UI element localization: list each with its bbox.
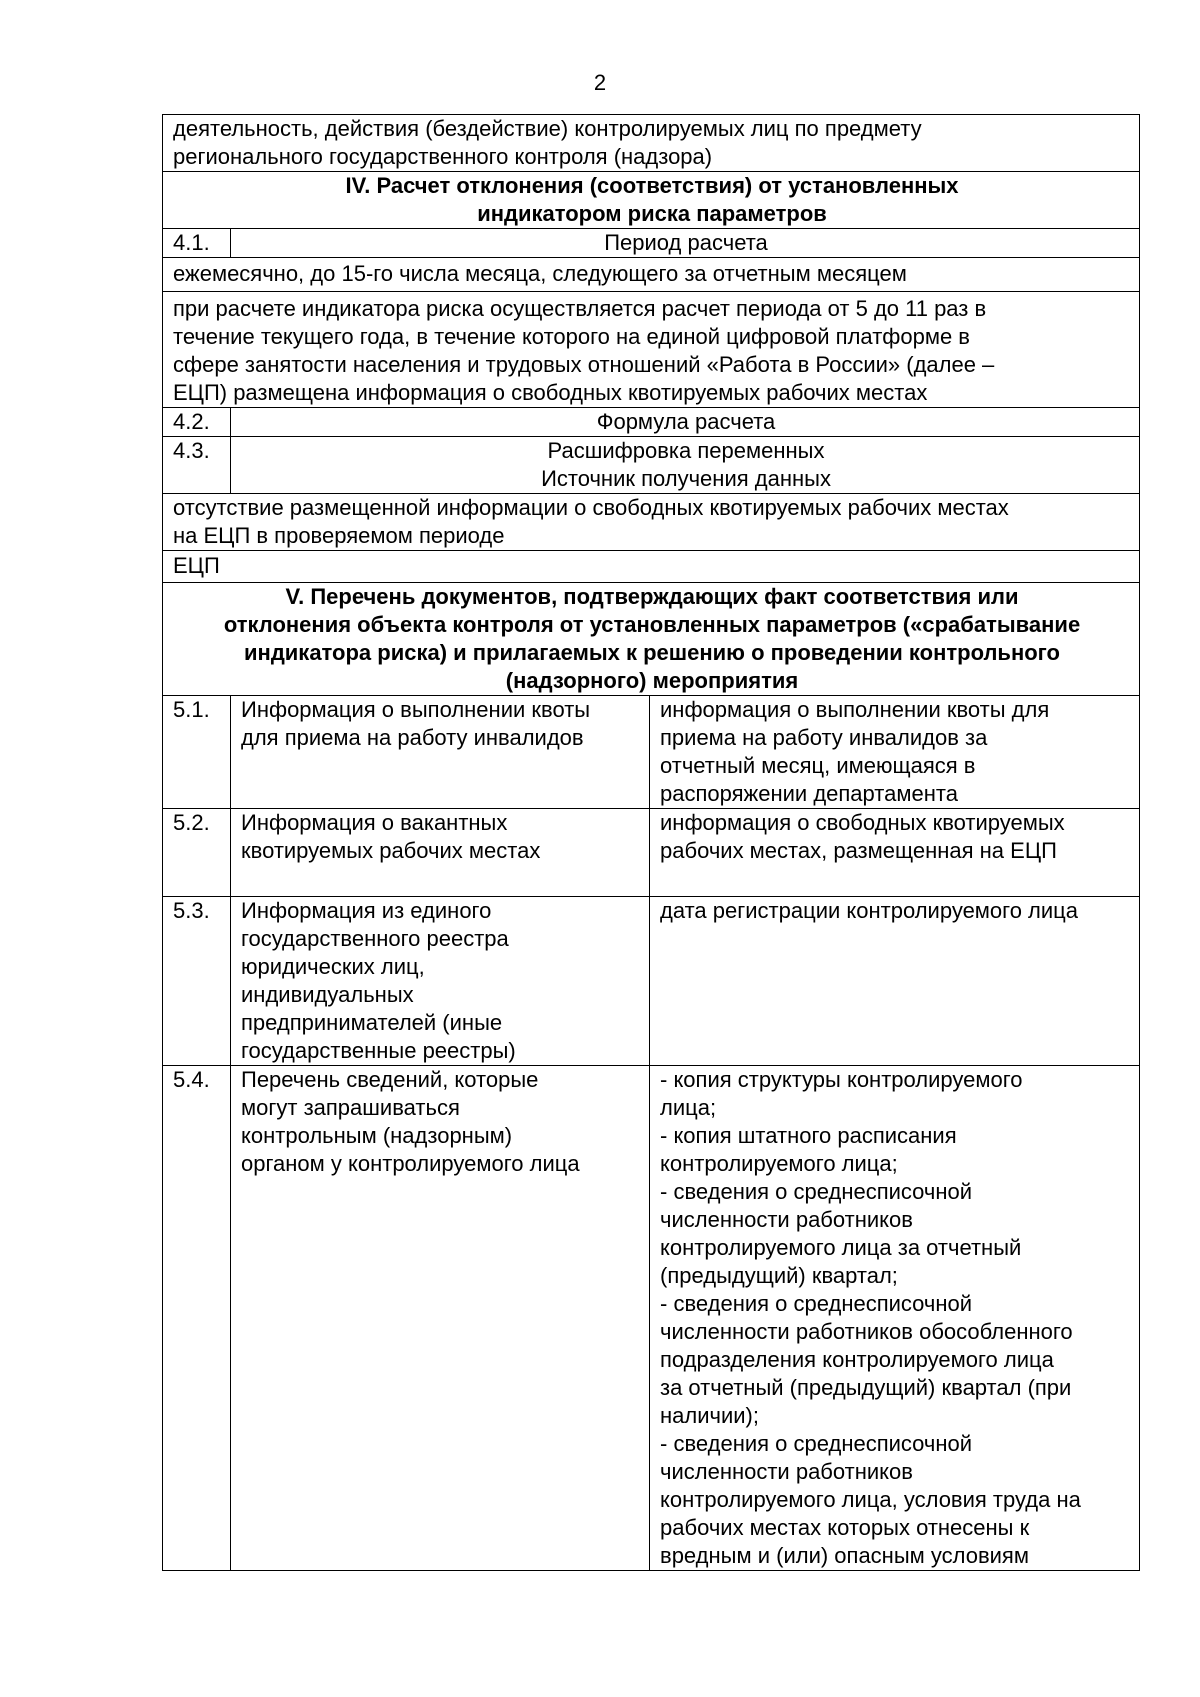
text-line: приема на работу инвалидов за xyxy=(660,725,988,750)
source-value: ЕЦП xyxy=(163,551,1140,583)
text-line: информация о свободных квотируемых xyxy=(660,810,1065,835)
heading-line: индикатора риска) и прилагаемых к решению о проведении контрольного xyxy=(244,640,1060,665)
text-line: Информация о выполнении квоты xyxy=(241,697,591,722)
text-line: Источник получения данных xyxy=(541,466,831,491)
variables-value xyxy=(163,494,1140,551)
row-4-1 xyxy=(163,229,1140,258)
text-line: на ЕЦП в проверяемом периоде xyxy=(173,523,505,548)
heading-line: (надзорного) мероприятия xyxy=(505,668,799,693)
risk-indicator-table xyxy=(162,114,1140,1571)
row-5-1 xyxy=(163,696,1140,809)
heading-line: индикатором риска параметров xyxy=(477,201,827,226)
row-4-3-value xyxy=(163,494,1140,551)
row-4-1-note xyxy=(163,292,1140,408)
intro-row xyxy=(163,115,1140,172)
row-number: 4.2. xyxy=(163,408,231,437)
text-line: предпринимателей (иные xyxy=(241,1010,503,1035)
text-line: - сведения о среднесписочной xyxy=(660,1431,973,1456)
page-number: 2 xyxy=(593,70,607,95)
row-5-2 xyxy=(163,809,1140,897)
text-line: распоряжении департамента xyxy=(660,781,958,806)
row-number: 5.3. xyxy=(163,897,231,1066)
text-line: дата регистрации контролируемого лица xyxy=(660,898,1079,923)
text-line: юридических лиц, xyxy=(241,954,425,979)
text-line: контролируемого лица, условия труда на xyxy=(660,1487,1081,1512)
text-line: рабочих местах которых отнесены к xyxy=(660,1515,1030,1540)
row-number: 4.1. xyxy=(163,229,231,258)
text-line: государственного реестра xyxy=(241,926,509,951)
text-line: отчетный месяц, имеющаяся в xyxy=(660,753,976,778)
row-4-1-value xyxy=(163,258,1140,292)
row-number: 5.2. xyxy=(163,809,231,897)
row-label: Период расчета xyxy=(231,229,1140,258)
document-detail xyxy=(650,1066,1140,1571)
document-name xyxy=(231,696,650,809)
document-name xyxy=(231,1066,650,1571)
row-label xyxy=(231,437,1140,494)
text-line: Информация о вакантных xyxy=(241,810,508,835)
section5-title-row xyxy=(163,583,1140,696)
text-line: Информация из единого xyxy=(241,898,492,923)
section4-title-row xyxy=(163,172,1140,229)
text-line: численности работников xyxy=(660,1207,913,1232)
text-line: регионального государственного контроля (надзора) xyxy=(173,144,713,169)
text-line: при расчете индикатора риска осуществляется расчет периода от 5 до 11 раз в xyxy=(173,296,987,321)
text-line: сфере занятости населения и трудовых отношений «Работа в России» (далее – xyxy=(173,352,995,377)
heading-line: V. Перечень документов, подтверждающих факт соответствия или xyxy=(285,584,1019,609)
row-4-3 xyxy=(163,437,1140,494)
text-line: наличии); xyxy=(660,1403,759,1428)
heading-line: IV. Расчет отклонения (соответствия) от установленных xyxy=(345,173,959,198)
period-note xyxy=(163,292,1140,408)
row-label: Формула расчета xyxy=(231,408,1140,437)
heading-line: отклонения объекта контроля от установленных параметров («срабатывание xyxy=(223,612,1081,637)
text-line: подразделения контролируемого лица xyxy=(660,1347,1054,1372)
period-value: ежемесячно, до 15-го числа месяца, следующего за отчетным месяцем xyxy=(163,258,1140,292)
row-5-4 xyxy=(163,1066,1140,1571)
row-number: 5.1. xyxy=(163,696,231,809)
row-4-3-source xyxy=(163,551,1140,583)
text-line: - сведения о среднесписочной xyxy=(660,1291,973,1316)
text-line: за отчетный (предыдущий) квартал (при xyxy=(660,1375,1072,1400)
text-line: ЕЦП) размещена информация о свободных квотируемых рабочих местах xyxy=(173,380,928,405)
section4-title xyxy=(163,172,1140,229)
text-line: государственные реестры) xyxy=(241,1038,516,1063)
text-line: контролируемого лица; xyxy=(660,1151,898,1176)
text-line: - копия структуры контролируемого xyxy=(660,1067,1023,1092)
text-line: информация о выполнении квоты для xyxy=(660,697,1050,722)
text-line: отсутствие размещенной информации о свободных квотируемых рабочих местах xyxy=(173,495,1009,520)
text-line: органом у контролируемого лица xyxy=(241,1151,580,1176)
text-line: течение текущего года, в течение которого на единой цифровой платформе в xyxy=(173,324,970,349)
text-line: - сведения о среднесписочной xyxy=(660,1179,973,1204)
section5-title xyxy=(163,583,1140,696)
text-line: (предыдущий) квартал; xyxy=(660,1263,898,1288)
text-line: контролируемого лица за отчетный xyxy=(660,1235,1022,1260)
document-detail xyxy=(650,809,1140,897)
text-line: лица; xyxy=(660,1095,717,1120)
text-line: Перечень сведений, которые xyxy=(241,1067,539,1092)
text-line: квотируемых рабочих местах xyxy=(241,838,541,863)
text-line: рабочих местах, размещенная на ЕЦП xyxy=(660,838,1057,863)
text-line: контрольным (надзорным) xyxy=(241,1123,513,1148)
text-line: Расшифровка переменных xyxy=(547,438,825,463)
text-line: - копия штатного расписания xyxy=(660,1123,957,1148)
document-detail xyxy=(650,897,1140,1066)
document-name xyxy=(231,897,650,1066)
document-detail xyxy=(650,696,1140,809)
text-line: для приема на работу инвалидов xyxy=(241,725,584,750)
document-name xyxy=(231,809,650,897)
text-line: численности работников xyxy=(660,1459,913,1484)
text-line: численности работников обособленного xyxy=(660,1319,1073,1344)
text-line: индивидуальных xyxy=(241,982,414,1007)
row-4-2 xyxy=(163,408,1140,437)
text-line: деятельность, действия (бездействие) контролируемых лиц по предмету xyxy=(173,116,922,141)
text-line: могут запрашиваться xyxy=(241,1095,460,1120)
text-line: вредным и (или) опасным условиям xyxy=(660,1543,1029,1568)
intro-cell xyxy=(163,115,1140,172)
row-number: 4.3. xyxy=(163,437,231,494)
row-5-3 xyxy=(163,897,1140,1066)
row-number: 5.4. xyxy=(163,1066,231,1571)
